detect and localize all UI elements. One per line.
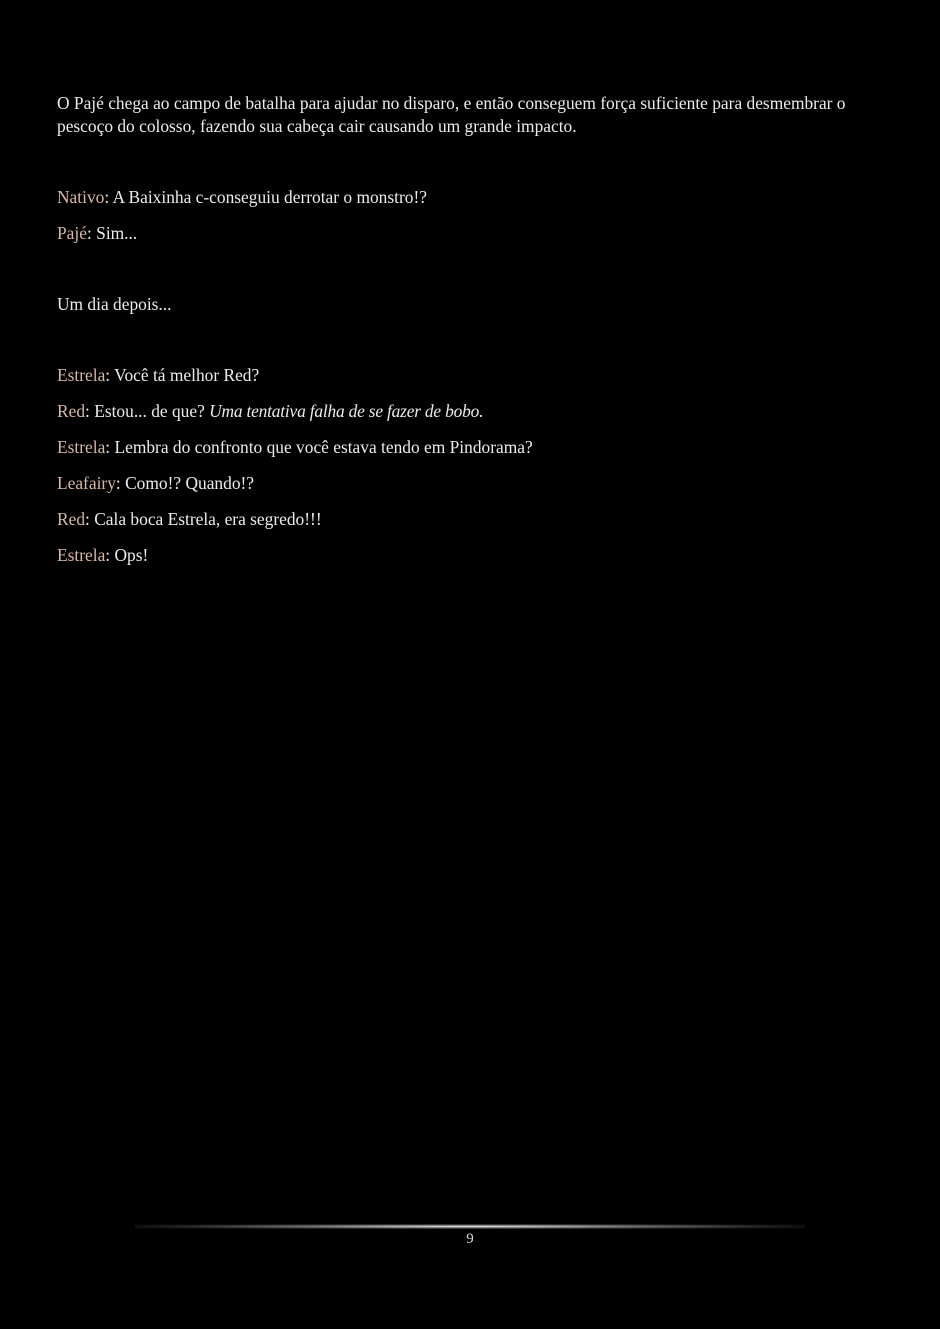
speaker-separator: : xyxy=(85,509,90,529)
dialogue-line xyxy=(57,364,883,387)
page-number: 9 xyxy=(466,1231,474,1247)
speaker-name: Estrela xyxy=(57,545,106,565)
time-skip-text: Um dia depois... xyxy=(57,294,172,314)
dialogue-text: A Baixinha c-conseguiu derrotar o monstro!? xyxy=(109,187,427,207)
dialogue-line xyxy=(57,186,883,209)
speaker-separator: : xyxy=(105,365,111,385)
speaker-separator: : xyxy=(104,187,110,207)
speaker-separator: : xyxy=(105,545,111,565)
dialogue-block-battle xyxy=(57,186,883,245)
speaker-name: Red xyxy=(57,509,86,529)
spacer xyxy=(57,138,883,186)
dialogue-text: Como!? Quando!? xyxy=(120,473,255,493)
speaker-separator: : xyxy=(85,401,90,421)
speaker-name: Leafairy xyxy=(57,473,116,493)
speaker-name: Estrela xyxy=(57,365,106,385)
dialogue-text: Sim... xyxy=(91,223,138,243)
dialogue-text: Cala boca Estrela, era segredo!!! xyxy=(89,509,322,529)
speaker-name: Pajé xyxy=(57,223,87,243)
dialogue-text: Estou... de que? xyxy=(89,401,210,421)
speaker-separator: : xyxy=(105,437,111,457)
speaker-name: Nativo xyxy=(57,187,105,207)
page-body xyxy=(57,92,883,567)
spacer xyxy=(57,245,883,293)
dialogue-line xyxy=(57,544,883,567)
dialogue-line xyxy=(57,436,883,459)
dialogue-block-aftermath xyxy=(57,364,883,567)
dialogue-line xyxy=(57,400,883,423)
dialogue-line xyxy=(57,508,883,531)
narration-paragraph: O Pajé chega ao campo de batalha para ajudar no disparo, e então conseguem força suficiente para desmembrar o pescoço do colosso, fazendo sua cabeça cair causando um grande impacto. xyxy=(57,93,846,136)
footer-divider xyxy=(135,1224,805,1229)
dialogue-text: Você tá melhor Red? xyxy=(110,365,260,385)
speaker-separator: : xyxy=(86,223,92,243)
speaker-separator: : xyxy=(115,473,121,493)
speaker-name: Red xyxy=(57,401,86,421)
dialogue-text: Ops! xyxy=(110,545,149,565)
speaker-name: Estrela xyxy=(57,437,106,457)
dialogue-line xyxy=(57,472,883,495)
italic-aside: Uma tentativa falha de se fazer de bobo. xyxy=(209,401,484,421)
spacer xyxy=(57,316,883,364)
dialogue-line xyxy=(57,222,883,245)
dialogue-text: Lembra do confronto que você estava tendo em Pindorama? xyxy=(110,437,533,457)
